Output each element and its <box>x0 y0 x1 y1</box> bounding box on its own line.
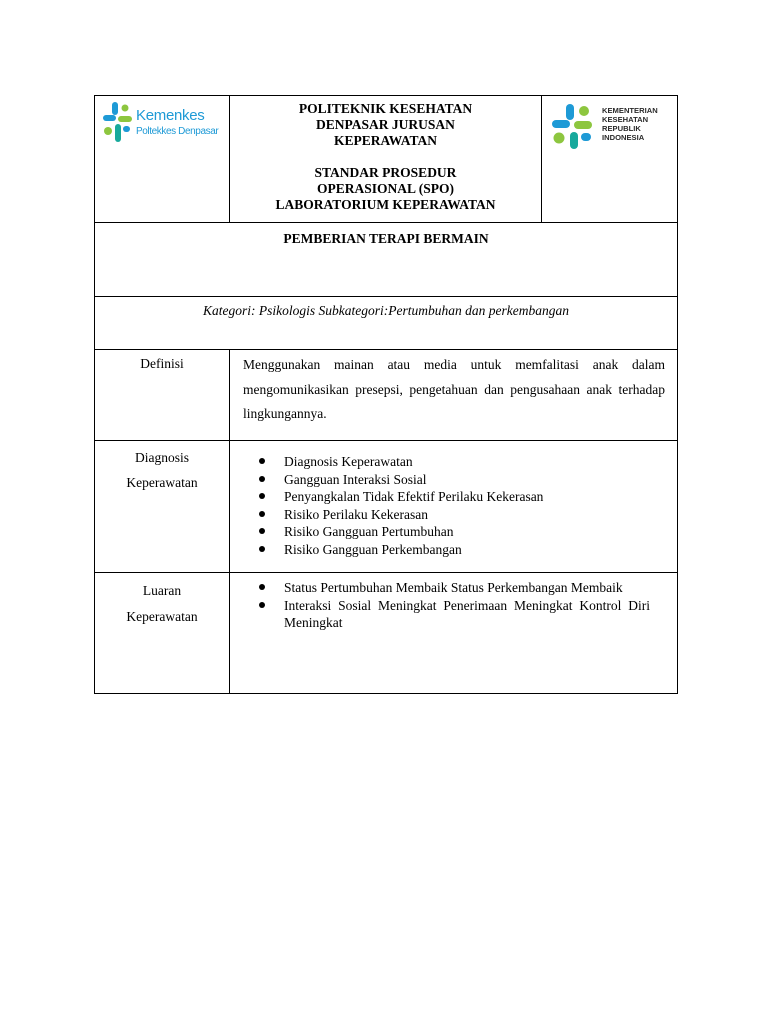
document-line-1: STANDAR PROSEDUR <box>314 165 457 180</box>
list-item: Penyangkalan Tidak Efektif Perilaku Kekerasan <box>284 488 657 506</box>
header-title-cell <box>230 96 542 223</box>
diagnosis-list <box>230 441 677 559</box>
kemenkes-logo-icon <box>552 102 602 150</box>
procedure-title: PEMBERIAN TERAPI BERMAIN <box>95 223 678 297</box>
list-item: Risiko Gangguan Pertumbuhan <box>284 523 657 541</box>
kemenkes-poltekkes-logo <box>103 102 225 146</box>
outcomes-label-line-2: Keperawatan <box>126 609 198 624</box>
definition-text: Menggunakan mainan atau media untuk memfalitasi anak dalam mengomunikasikan presepsi, pengetahuan dan pengusahaan anak terhadap lingkungannya. <box>230 350 678 441</box>
right-logo-line-2: KESEHATAN <box>602 115 649 124</box>
right-logo-cell <box>542 96 678 223</box>
definition-label: Definisi <box>95 350 230 441</box>
header-row <box>95 96 678 223</box>
right-logo-line-4: INDONESIA <box>602 133 645 142</box>
diagnosis-list-cell <box>230 441 678 573</box>
institution-line-1: POLITEKNIK KESEHATAN <box>298 101 473 116</box>
outcomes-label-line-1: Luaran <box>142 583 182 598</box>
list-item: Gangguan Interaksi Sosial <box>284 471 657 489</box>
left-logo-cell <box>95 96 230 223</box>
category-row <box>95 297 678 350</box>
list-item: Risiko Gangguan Perkembangan <box>284 541 657 559</box>
list-item: Risiko Perilaku Kekerasan <box>284 506 657 524</box>
procedure-title-row <box>95 223 678 297</box>
left-logo-brand: Kemenkes <box>136 107 205 124</box>
diagnosis-label-line-2: Keperawatan <box>126 474 198 490</box>
kementerian-kesehatan-logo <box>552 102 677 150</box>
spo-table <box>94 95 678 694</box>
left-logo-subtitle: Poltekkes Denpasar <box>136 126 219 137</box>
document-line-2: OPERASIONAL (SPO) <box>317 181 454 196</box>
outcomes-row <box>95 573 678 694</box>
outcomes-list <box>230 573 677 632</box>
right-logo-line-1: KEMENTERIAN <box>602 106 658 115</box>
list-item: Interaksi Sosial Meningkat Penerimaan Meningkat Kontrol Diri Meningkat <box>284 597 650 631</box>
definition-row <box>95 350 678 441</box>
institution-line-2: DENPASAR JURUSAN <box>316 117 455 132</box>
document-line-3: LABORATORIUM KEPERAWATAN <box>275 197 496 212</box>
category-line: Kategori: Psikologis Subkategori:Pertumbuhan dan perkembangan <box>95 297 678 350</box>
diagnosis-label <box>95 441 230 573</box>
outcomes-list-cell <box>230 573 678 694</box>
list-item: Diagnosis Keperawatan <box>284 453 657 471</box>
outcomes-label <box>95 573 230 694</box>
list-item: Status Pertumbuhan Membaik Status Perkembangan Membaik <box>284 579 650 597</box>
diagnosis-label-line-1: Diagnosis <box>135 450 189 465</box>
diagnosis-row <box>95 441 678 573</box>
right-logo-line-3: REPUBLIK <box>602 124 641 133</box>
institution-line-3: KEPERAWATAN <box>333 133 437 148</box>
